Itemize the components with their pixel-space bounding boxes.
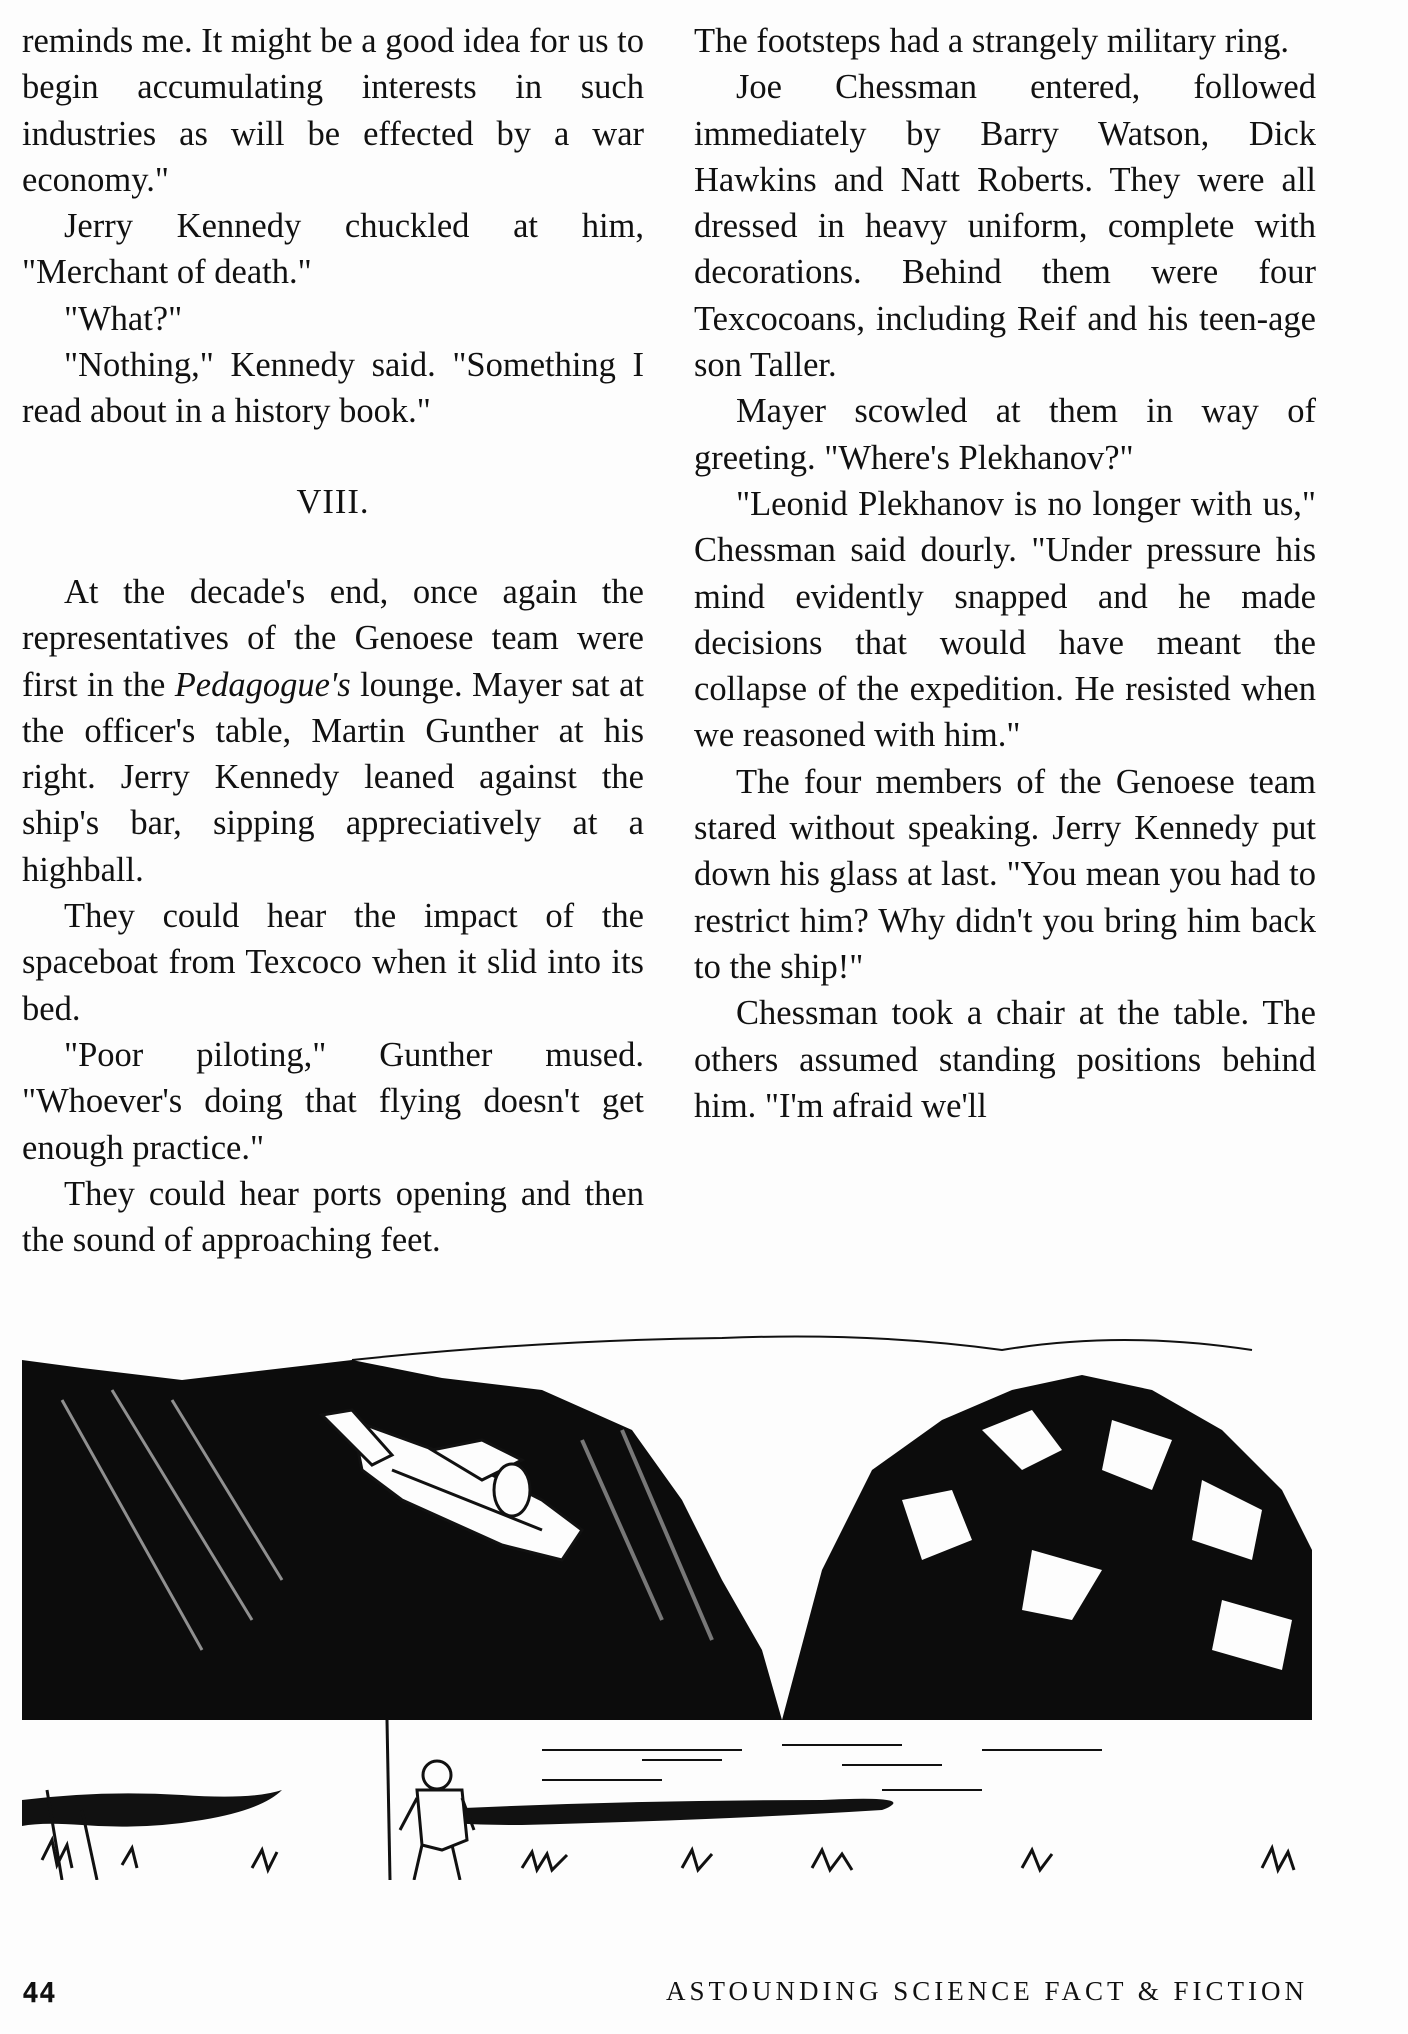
paragraph xyxy=(22,569,644,893)
paragraph: "What?" xyxy=(64,299,183,338)
paragraph: The footsteps had a strangely military ring. xyxy=(694,22,1289,60)
paragraph: Mayer scowled at them in way of greeting. "Where's Plekhanov?" xyxy=(694,392,1316,477)
running-title: ASTOUNDING SCIENCE FACT & FICTION xyxy=(665,1976,1308,2006)
paragraph: reminds me. It might be a good idea for us to begin accumulating interests in such industries as will be effected by a war economy." xyxy=(22,22,644,199)
paragraph: "Poor piloting," Gunther mused. "Whoever's doing that flying doesn't get enough practice." xyxy=(22,1035,644,1167)
right-text-column xyxy=(694,18,1316,1129)
paragraph: "Nothing," Kennedy said. "Something I read about in a history book." xyxy=(22,346,644,431)
paragraph: Chessman took a chair at the table. The others assumed standing positions behind him. "I'm afraid we'll xyxy=(694,994,1316,1125)
page-number: 44 xyxy=(22,1976,56,2009)
ship-name-italic: Pedagogue's xyxy=(174,665,351,704)
paragraph: "Leonid Plekhanov is no longer with us," Chessman said dourly. "Under pressure his mind evidently snapped and he made decisions that would have meant the collapse of the expedition. He resisted when we reasoned with him." xyxy=(694,484,1316,755)
paragraph-text: lounge. Mayer sat at the officer's table, Martin Gunther at his right. Jerry Kennedy leaned against the ship's bar, sipping appreciatively at a highball. xyxy=(22,665,644,889)
paragraph: They could hear ports opening and then the sound of approaching feet. xyxy=(22,1174,644,1260)
paragraph: The four members of the Genoese team stared without speaking. Jerry Kennedy put down his glass at last. "You mean you had to restrict him? Why didn't you bring him back to the ship!" xyxy=(694,762,1316,986)
left-text-column xyxy=(22,18,644,1263)
paragraph-text: At the decade's end, once again the representatives of the Genoese team were first in the xyxy=(22,572,644,704)
paragraph: Joe Chessman entered, followed immediately by Barry Watson, Dick Hawkins and Natt Roberts. They were all dressed in heavy uniform, complete with decorations. Behind them were four Texcocoans, including Reif and his teen-age son Taller. xyxy=(694,68,1316,385)
paragraph: Jerry Kennedy chuckled at him, "Merchant of death." xyxy=(22,207,644,292)
paragraph: They could hear the impact of the spaceboat from Texcoco when it slid into its bed. xyxy=(22,897,644,1028)
section-heading: VIII. xyxy=(296,482,370,521)
landscape-illustration xyxy=(22,1320,1312,1880)
